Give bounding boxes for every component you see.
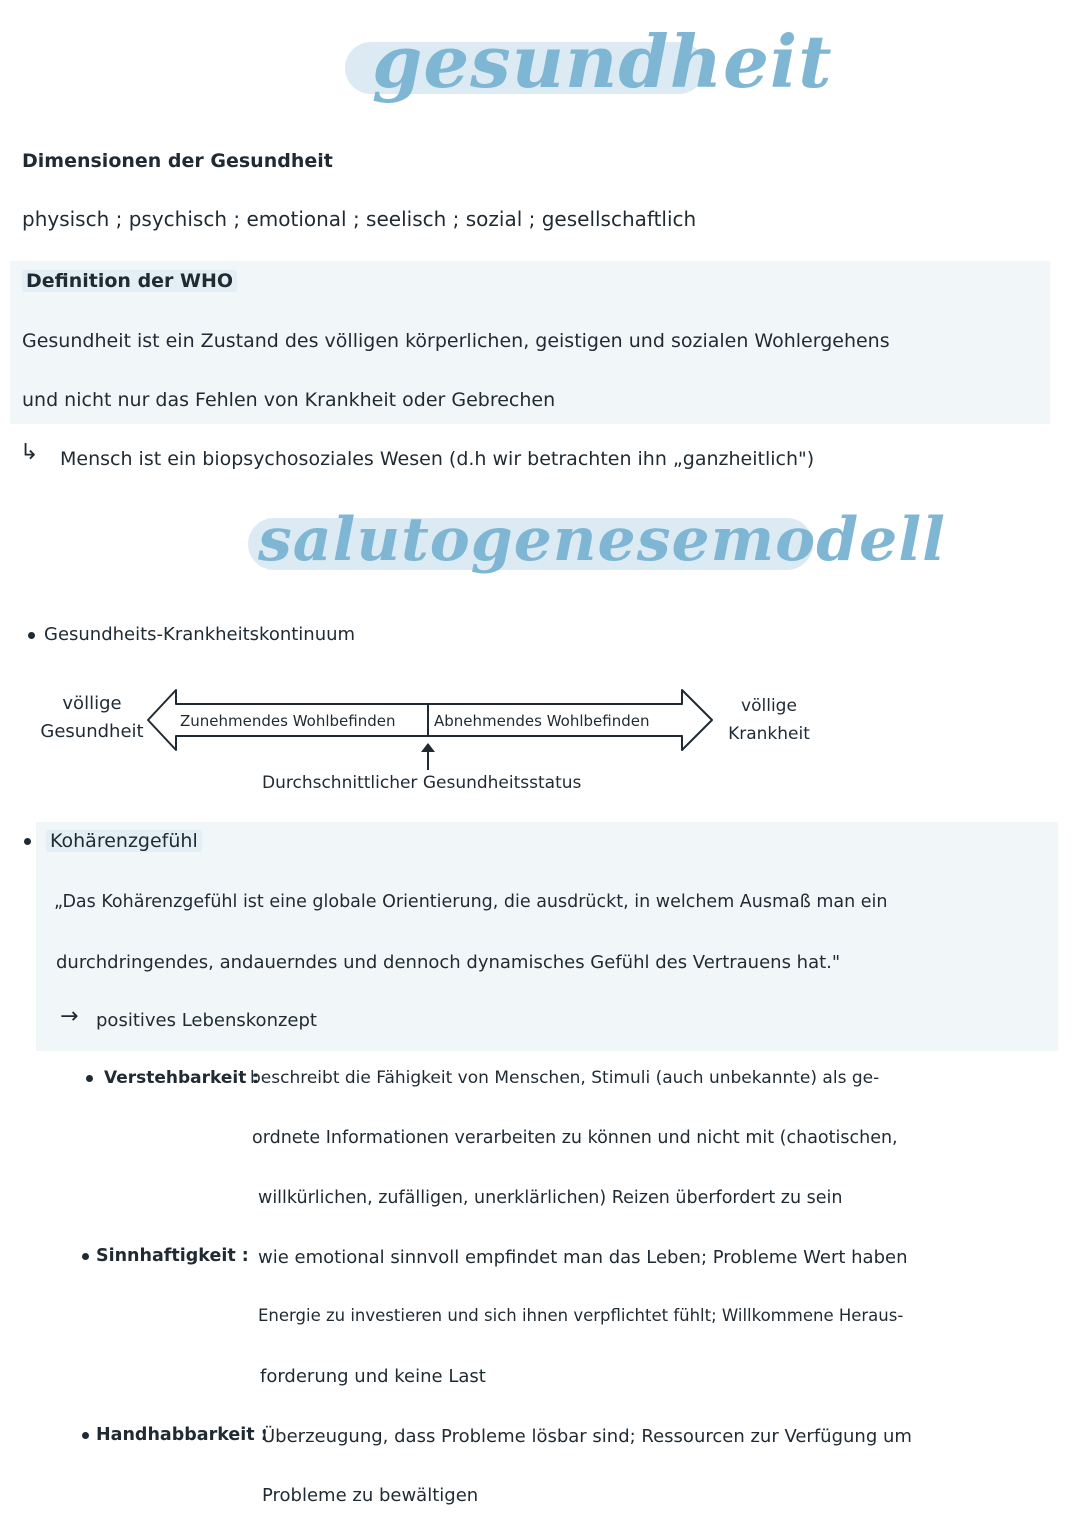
right-arrow-icon: → [60, 1004, 79, 1029]
dimensions-heading: Dimensionen der Gesundheit [22, 150, 333, 172]
page-title: gesundheit [372, 19, 833, 104]
continuum-right-label-1: völlige [741, 696, 797, 716]
component-sinnhaftigkeit-line-3: forderung und keine Last [260, 1366, 486, 1387]
component-term-verstehbarkeit: Verstehbarkeit : [104, 1068, 260, 1088]
coherence-conclusion: positives Lebenskonzept [96, 1010, 317, 1031]
continuum-right-label-2: Krankheit [728, 724, 810, 744]
continuum-segment-right: Abnehmendes Wohlbefinden [434, 712, 650, 730]
component-term-sinnhaftigkeit: Sinnhaftigkeit : [96, 1246, 249, 1266]
continuum-segment-left: Zunehmendes Wohlbefinden [180, 712, 396, 730]
bullet-sinnhaftigkeit [82, 1253, 89, 1260]
component-sinnhaftigkeit-line-1: wie emotional sinnvoll empfindet man das Leben; Probleme Wert haben [258, 1247, 908, 1268]
return-arrow-icon: ↳ [20, 440, 39, 465]
dimensions-list: physisch ; psychisch ; emotional ; seelisch ; sozial ; gesellschaftlich [22, 207, 697, 231]
who-definition-line-1: Gesundheit ist ein Zustand des völligen körperlichen, geistigen und sozialen Wohlergehens [22, 330, 890, 352]
bullet-handhabbarkeit [82, 1432, 89, 1439]
continuum-pointer-label: Durchschnittlicher Gesundheitsstatus [262, 773, 582, 793]
component-term-handhabbarkeit: Handhabbarkeit : [96, 1425, 268, 1445]
component-handhabbarkeit-line-2: Probleme zu bewältigen [262, 1485, 479, 1506]
component-verstehbarkeit-line-2: ordnete Informationen verarbeiten zu können und nicht mit (chaotischen, [252, 1128, 898, 1148]
bullet-continuum [28, 632, 35, 639]
coherence-heading [46, 830, 202, 852]
coherence-quote-line-2: durchdringendes, andauerndes und dennoch dynamisches Gefühl des Vertrauens hat." [56, 952, 841, 973]
component-sinnhaftigkeit-line-2: Energie zu investieren und sich ihnen verpflichtet fühlt; Willkommene Heraus- [258, 1306, 904, 1325]
continuum-left-label-1: völlige [62, 693, 122, 714]
continuum-right-label [716, 692, 822, 748]
who-heading-text: Definition der WHO [22, 270, 237, 292]
bullet-coherence [24, 838, 31, 845]
coherence-quote-line-1: „Das Kohärenzgefühl ist eine globale Orientierung, die ausdrückt, in welchem Ausmaß man ein [54, 892, 888, 912]
component-verstehbarkeit-line-3: willkürlichen, zufälligen, unerklärlichen) Reizen überfordert zu sein [258, 1188, 843, 1208]
who-definition-line-2: und nicht nur das Fehlen von Krankheit oder Gebrechen [22, 389, 556, 411]
status-pointer-arrow-icon [418, 740, 438, 772]
bullet-verstehbarkeit [86, 1075, 93, 1082]
component-handhabbarkeit-line-1: Überzeugung, dass Probleme lösbar sind; Ressourcen zur Verfügung um [262, 1426, 912, 1447]
who-heading [22, 270, 237, 292]
model-title: salutogenesemodell [258, 505, 946, 575]
continuum-left-label [40, 690, 144, 746]
coherence-heading-text: Kohärenzgefühl [46, 830, 202, 852]
continuum-left-label-2: Gesundheit [40, 721, 144, 742]
continuum-heading: Gesundheits-Krankheitskontinuum [44, 624, 356, 645]
component-verstehbarkeit-line-1: beschreibt die Fähigkeit von Menschen, Stimuli (auch unbekannte) als ge- [250, 1068, 880, 1088]
who-note: Mensch ist ein biopsychosoziales Wesen (d.h wir betrachten ihn „ganzheitlich") [60, 448, 815, 470]
